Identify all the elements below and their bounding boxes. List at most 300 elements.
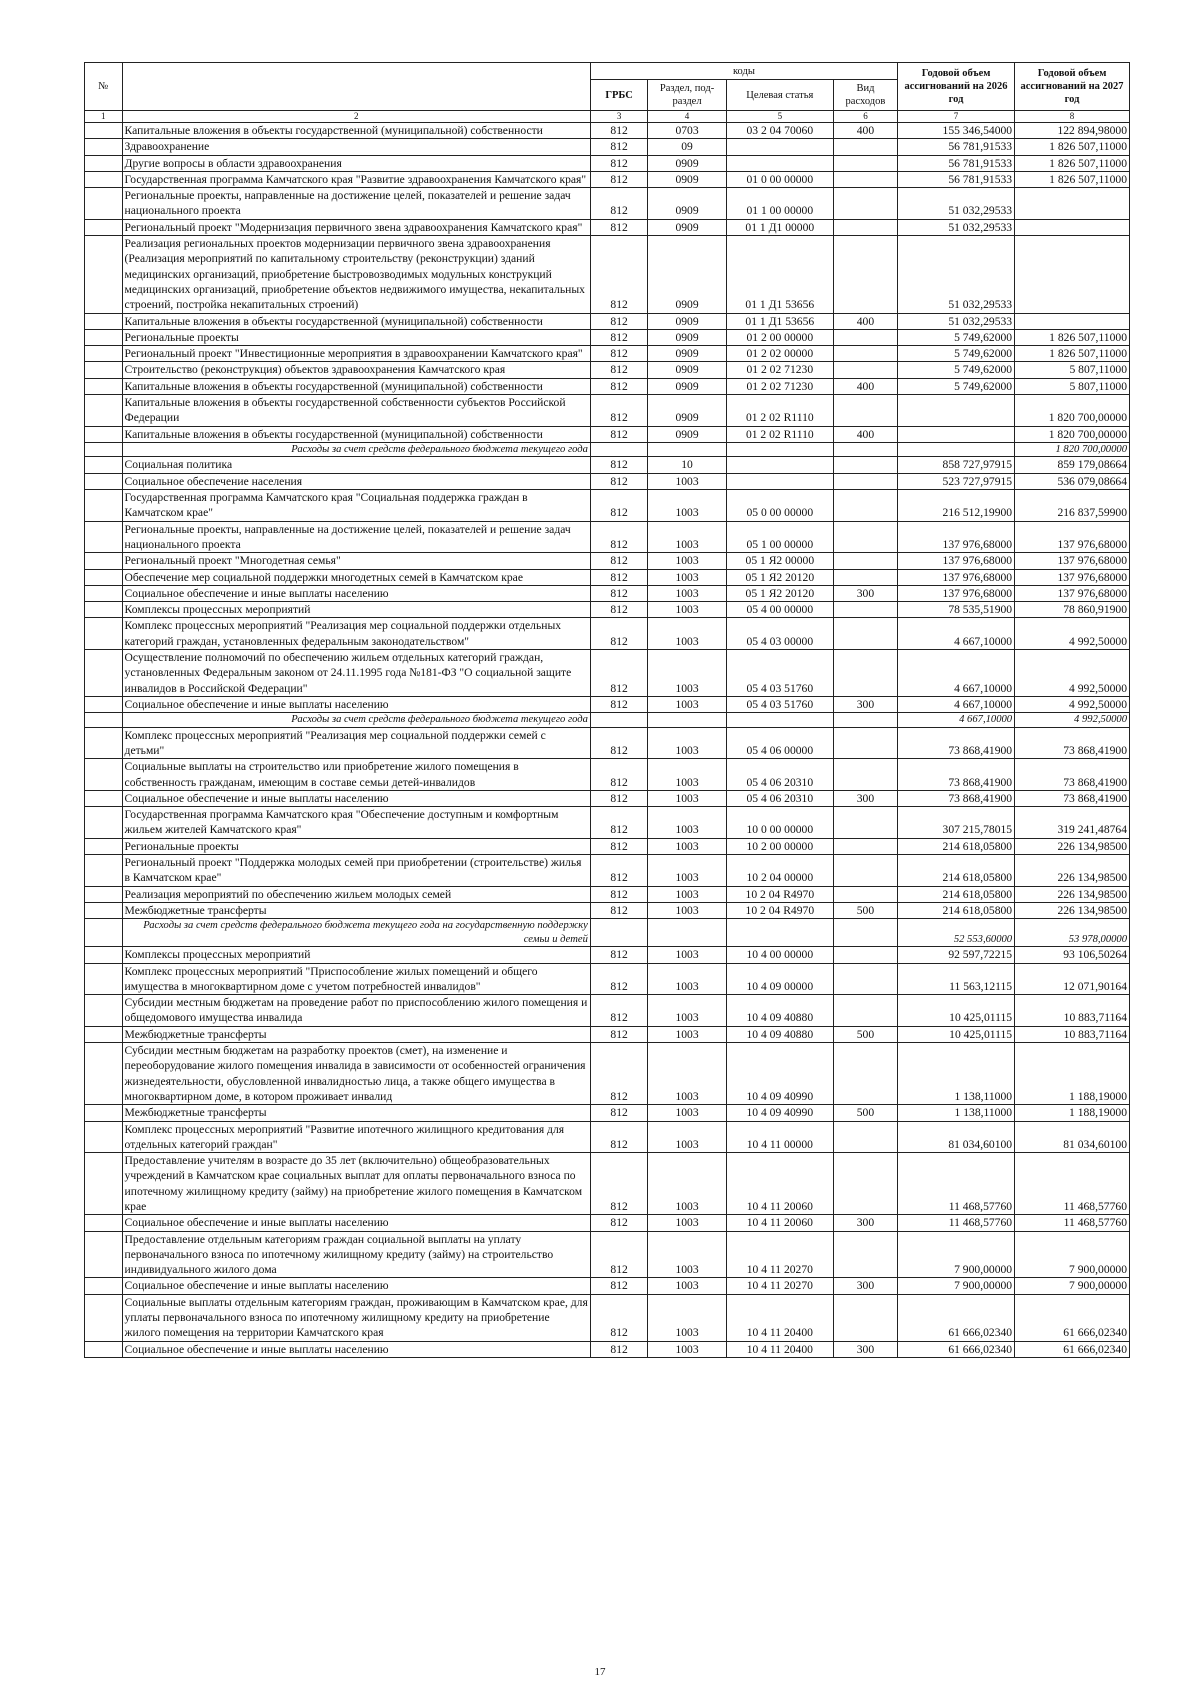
row-amount-2027: 1 826 507,11000 [1015, 346, 1130, 362]
row-amount-2026: 5 749,62000 [898, 346, 1015, 362]
row-amount-2026: 4 667,10000 [898, 713, 1015, 728]
row-grbs: 812 [590, 602, 647, 618]
row-section: 0909 [648, 426, 726, 442]
row-target: 05 4 03 00000 [726, 618, 833, 650]
row-name: Капитальные вложения в объекты государственной (муниципальной) собственности [122, 123, 590, 139]
row-exp-type [833, 569, 897, 585]
row-amount-2026 [898, 442, 1015, 457]
header-2026: Годовой объем ассигнований на 2026 год [898, 63, 1015, 111]
row-number [85, 188, 123, 220]
row-number [85, 995, 123, 1027]
row-number [85, 696, 123, 712]
table-row [85, 426, 1130, 442]
row-name: Социальные выплаты на строительство или приобретение жилого помещения в собственность гражданам, имеющим в составе семьи детей-инвалидов [122, 759, 590, 791]
row-amount-2026: 73 868,41900 [898, 790, 1015, 806]
table-row [85, 188, 1130, 220]
row-amount-2027: 81 034,60100 [1015, 1121, 1130, 1153]
row-amount-2026 [898, 426, 1015, 442]
row-grbs: 812 [590, 473, 647, 489]
row-amount-2027: 73 868,41900 [1015, 790, 1130, 806]
row-exp-type [833, 618, 897, 650]
row-exp-type [833, 727, 897, 759]
row-target: 10 4 11 00000 [726, 1121, 833, 1153]
row-name: Реализация региональных проектов модернизации первичного звена здравоохранения (Реализация мероприятий по капитальному строительству (реконструкции) зданий медицинских организаций, приобретение быстровозводимых модульных конструкций медицинских организаций, приобретение объектов недвижимого имущества, некапитальных строений, постройка некапитальных строений) [122, 236, 590, 313]
row-name: Социальное обеспечение и иные выплаты населению [122, 1215, 590, 1231]
row-amount-2027: 226 134,98500 [1015, 886, 1130, 902]
row-amount-2026: 1 138,11000 [898, 1105, 1015, 1121]
row-target: 01 2 02 71230 [726, 378, 833, 394]
row-target: 05 4 06 20310 [726, 790, 833, 806]
row-amount-2027: 7 900,00000 [1015, 1231, 1130, 1278]
row-amount-2027: 1 826 507,11000 [1015, 329, 1130, 345]
row-exp-type [833, 807, 897, 839]
row-amount-2026: 137 976,68000 [898, 585, 1015, 601]
row-grbs: 812 [590, 1026, 647, 1042]
budget-table-body [85, 123, 1130, 1358]
row-name: Региональный проект "Многодетная семья" [122, 553, 590, 569]
row-amount-2026: 51 032,29533 [898, 313, 1015, 329]
row-amount-2027: 73 868,41900 [1015, 759, 1130, 791]
row-target: 05 4 03 51760 [726, 650, 833, 697]
row-name: Социальная политика [122, 457, 590, 473]
row-exp-type [833, 713, 897, 728]
row-amount-2026: 10 425,01115 [898, 1026, 1015, 1042]
row-amount-2027: 4 992,50000 [1015, 618, 1130, 650]
row-amount-2027: 1 188,19000 [1015, 1105, 1130, 1121]
row-number [85, 618, 123, 650]
row-section: 0909 [648, 219, 726, 235]
row-exp-type: 300 [833, 696, 897, 712]
row-amount-2027: 53 978,00000 [1015, 919, 1130, 947]
row-grbs: 812 [590, 139, 647, 155]
row-grbs: 812 [590, 1231, 647, 1278]
table-row [85, 696, 1130, 712]
column-number-row [85, 111, 1130, 123]
row-exp-type [833, 155, 897, 171]
row-grbs: 812 [590, 807, 647, 839]
column-number: 4 [648, 111, 726, 123]
row-amount-2026: 56 781,91533 [898, 139, 1015, 155]
row-target [726, 442, 833, 457]
row-number [85, 155, 123, 171]
row-amount-2027: 1 188,19000 [1015, 1043, 1130, 1105]
row-grbs: 812 [590, 1121, 647, 1153]
row-name: Региональные проекты, направленные на достижение целей, показателей и решение задач национального проекта [122, 521, 590, 553]
row-grbs: 812 [590, 618, 647, 650]
row-amount-2027: 78 860,91900 [1015, 602, 1130, 618]
federal-funds-row [85, 919, 1130, 947]
row-grbs: 812 [590, 155, 647, 171]
row-target: 10 4 11 20400 [726, 1294, 833, 1341]
column-number: 5 [726, 111, 833, 123]
row-target: 05 1 Я2 20120 [726, 585, 833, 601]
row-exp-type [833, 442, 897, 457]
table-row [85, 855, 1130, 887]
row-number [85, 219, 123, 235]
row-number [85, 362, 123, 378]
row-amount-2026: 858 727,97915 [898, 457, 1015, 473]
row-grbs: 812 [590, 426, 647, 442]
row-name: Межбюджетные трансферты [122, 902, 590, 918]
row-grbs: 812 [590, 1105, 647, 1121]
table-row [85, 490, 1130, 522]
row-name: Социальное обеспечение и иные выплаты населению [122, 1278, 590, 1294]
row-exp-type: 400 [833, 123, 897, 139]
row-amount-2027: 11 468,57760 [1015, 1153, 1130, 1215]
row-name: Другие вопросы в области здравоохранения [122, 155, 590, 171]
row-amount-2026 [898, 395, 1015, 427]
row-grbs: 812 [590, 553, 647, 569]
row-amount-2026: 51 032,29533 [898, 236, 1015, 313]
row-amount-2027: 1 820 700,00000 [1015, 395, 1130, 427]
row-amount-2027: 61 666,02340 [1015, 1341, 1130, 1357]
row-target [726, 139, 833, 155]
row-amount-2026: 56 781,91533 [898, 171, 1015, 187]
row-section: 1003 [648, 521, 726, 553]
row-name: Социальное обеспечение и иные выплаты населению [122, 585, 590, 601]
row-name: Здравоохранение [122, 139, 590, 155]
row-amount-2026: 1 138,11000 [898, 1043, 1015, 1105]
row-exp-type: 300 [833, 1341, 897, 1357]
column-number: 7 [898, 111, 1015, 123]
row-amount-2027 [1015, 219, 1130, 235]
row-grbs: 812 [590, 727, 647, 759]
row-number [85, 963, 123, 995]
row-target: 10 4 09 40990 [726, 1043, 833, 1105]
row-section: 1003 [648, 855, 726, 887]
row-number [85, 807, 123, 839]
row-amount-2027: 93 106,50264 [1015, 947, 1130, 963]
table-row [85, 759, 1130, 791]
row-grbs: 812 [590, 395, 647, 427]
row-exp-type [833, 473, 897, 489]
table-row [85, 171, 1130, 187]
row-exp-type: 300 [833, 1215, 897, 1231]
row-target: 10 0 00 00000 [726, 807, 833, 839]
row-section: 1003 [648, 947, 726, 963]
row-section: 0909 [648, 236, 726, 313]
row-section: 0909 [648, 378, 726, 394]
row-target: 10 2 00 00000 [726, 838, 833, 854]
row-amount-2027: 859 179,08664 [1015, 457, 1130, 473]
row-name: Расходы за счет средств федерального бюджета текущего года на государственную поддержку семьи и детей [122, 919, 590, 947]
row-name: Расходы за счет средств федерального бюджета текущего года [122, 713, 590, 728]
row-section: 1003 [648, 1341, 726, 1357]
row-number [85, 1121, 123, 1153]
header-grbs: ГРБС [590, 80, 647, 111]
row-amount-2027: 5 807,11000 [1015, 378, 1130, 394]
row-target: 10 4 09 00000 [726, 963, 833, 995]
row-exp-type [833, 886, 897, 902]
row-target: 10 4 11 20400 [726, 1341, 833, 1357]
row-exp-type: 400 [833, 426, 897, 442]
row-amount-2027: 137 976,68000 [1015, 585, 1130, 601]
row-amount-2026: 137 976,68000 [898, 569, 1015, 585]
row-section: 1003 [648, 473, 726, 489]
page-number: 17 [594, 1666, 606, 1678]
row-grbs: 812 [590, 947, 647, 963]
row-amount-2026: 52 553,60000 [898, 919, 1015, 947]
column-number: 3 [590, 111, 647, 123]
row-amount-2026: 56 781,91533 [898, 155, 1015, 171]
row-exp-type [833, 602, 897, 618]
row-amount-2027: 61 666,02340 [1015, 1294, 1130, 1341]
row-section: 1003 [648, 569, 726, 585]
row-name: Предоставление отдельным категориям граждан социальной выплаты на уплату первоначального взноса по ипотечному жилищному кредиту (займу) на строительство индивидуального жилого дома [122, 1231, 590, 1278]
header-target: Целевая статья [726, 80, 833, 111]
row-section: 0909 [648, 346, 726, 362]
row-amount-2027: 216 837,59900 [1015, 490, 1130, 522]
table-row [85, 886, 1130, 902]
row-amount-2027: 12 071,90164 [1015, 963, 1130, 995]
row-exp-type [833, 188, 897, 220]
row-name: Реализация мероприятий по обеспечению жильем молодых семей [122, 886, 590, 902]
federal-funds-row [85, 442, 1130, 457]
row-number [85, 569, 123, 585]
row-number [85, 713, 123, 728]
row-amount-2027: 4 992,50000 [1015, 650, 1130, 697]
row-name: Комплексы процессных мероприятий [122, 602, 590, 618]
row-name: Государственная программа Камчатского края "Обеспечение доступным и комфортным жильем жителей Камчатского края" [122, 807, 590, 839]
row-name: Капитальные вложения в объекты государственной (муниципальной) собственности [122, 313, 590, 329]
row-number [85, 650, 123, 697]
row-section: 1003 [648, 490, 726, 522]
row-amount-2027: 226 134,98500 [1015, 838, 1130, 854]
table-row [85, 553, 1130, 569]
row-grbs: 812 [590, 759, 647, 791]
table-row [85, 346, 1130, 362]
row-amount-2026: 78 535,51900 [898, 602, 1015, 618]
row-number [85, 727, 123, 759]
table-row [85, 650, 1130, 697]
table-row [85, 1105, 1130, 1121]
row-exp-type [833, 1294, 897, 1341]
row-section: 1003 [648, 585, 726, 601]
row-exp-type [833, 1153, 897, 1215]
row-exp-type [833, 838, 897, 854]
table-row [85, 378, 1130, 394]
row-number [85, 139, 123, 155]
row-target: 05 1 Я2 00000 [726, 553, 833, 569]
budget-table [84, 62, 1130, 1358]
row-exp-type [833, 1231, 897, 1278]
row-exp-type: 500 [833, 1026, 897, 1042]
row-grbs: 812 [590, 329, 647, 345]
row-section: 0909 [648, 313, 726, 329]
row-name: Государственная программа Камчатского края "Социальная поддержка граждан в Камчатском крае" [122, 490, 590, 522]
table-row [85, 219, 1130, 235]
header-codes: коды [590, 63, 897, 80]
row-number [85, 473, 123, 489]
row-amount-2027: 137 976,68000 [1015, 521, 1130, 553]
row-target: 05 4 03 51760 [726, 696, 833, 712]
row-amount-2027: 1 826 507,11000 [1015, 171, 1130, 187]
row-grbs: 812 [590, 838, 647, 854]
row-grbs: 812 [590, 521, 647, 553]
row-target: 05 4 00 00000 [726, 602, 833, 618]
row-name: Осуществление полномочий по обеспечению жильем отдельных категорий граждан, установленных Федеральным законом от 24.11.1995 года №181-ФЗ "О социальной защите инвалидов в Российской Федерации" [122, 650, 590, 697]
table-row [85, 569, 1130, 585]
row-exp-type: 400 [833, 378, 897, 394]
table-row [85, 395, 1130, 427]
row-exp-type [833, 947, 897, 963]
row-section: 0909 [648, 395, 726, 427]
row-name: Комплекс процессных мероприятий "Реализация мер социальной поддержки отдельных категорий граждан, установленных федеральным законодательством" [122, 618, 590, 650]
row-section: 1003 [648, 838, 726, 854]
row-amount-2026: 5 749,62000 [898, 329, 1015, 345]
row-name: Социальные выплаты отдельным категориям граждан, проживающим в Камчатском крае, для уплаты первоначального взноса по ипотечному жилищному кредиту на приобретение жилого помещения на территории Камчатского края [122, 1294, 590, 1341]
row-grbs: 812 [590, 696, 647, 712]
row-section: 09 [648, 139, 726, 155]
row-grbs: 812 [590, 963, 647, 995]
row-amount-2027: 1 820 700,00000 [1015, 426, 1130, 442]
row-number [85, 886, 123, 902]
row-grbs: 812 [590, 123, 647, 139]
row-name: Обеспечение мер социальной поддержки многодетных семей в Камчатском крае [122, 569, 590, 585]
row-section: 0909 [648, 329, 726, 345]
column-number: 6 [833, 111, 897, 123]
row-amount-2027: 1 820 700,00000 [1015, 442, 1130, 457]
row-exp-type: 500 [833, 1105, 897, 1121]
row-amount-2026: 5 749,62000 [898, 378, 1015, 394]
row-section: 0703 [648, 123, 726, 139]
row-amount-2026: 137 976,68000 [898, 553, 1015, 569]
row-grbs: 812 [590, 886, 647, 902]
row-amount-2026: 7 900,00000 [898, 1231, 1015, 1278]
row-name: Социальное обеспечение и иные выплаты населению [122, 790, 590, 806]
row-exp-type [833, 553, 897, 569]
row-exp-type [833, 490, 897, 522]
row-amount-2027: 73 868,41900 [1015, 727, 1130, 759]
row-amount-2027 [1015, 188, 1130, 220]
table-row [85, 1043, 1130, 1105]
row-amount-2026: 73 868,41900 [898, 759, 1015, 791]
row-section [648, 919, 726, 947]
row-name: Межбюджетные трансферты [122, 1105, 590, 1121]
table-row [85, 963, 1130, 995]
row-target [726, 713, 833, 728]
row-name: Комплексы процессных мероприятий [122, 947, 590, 963]
row-exp-type [833, 171, 897, 187]
row-amount-2026: 4 667,10000 [898, 696, 1015, 712]
row-number [85, 602, 123, 618]
row-number [85, 585, 123, 601]
row-grbs: 812 [590, 236, 647, 313]
row-grbs: 812 [590, 1341, 647, 1357]
table-row [85, 995, 1130, 1027]
row-section: 1003 [648, 807, 726, 839]
row-section: 1003 [648, 886, 726, 902]
row-amount-2027: 137 976,68000 [1015, 569, 1130, 585]
row-name: Региональный проект "Поддержка молодых семей при приобретении (строительстве) жилья в Камчатском крае" [122, 855, 590, 887]
row-section: 1003 [648, 1105, 726, 1121]
row-number [85, 1043, 123, 1105]
row-section: 0909 [648, 362, 726, 378]
row-amount-2027 [1015, 313, 1130, 329]
table-row [85, 790, 1130, 806]
row-number [85, 236, 123, 313]
row-amount-2026: 214 618,05800 [898, 838, 1015, 854]
row-amount-2027: 226 134,98500 [1015, 855, 1130, 887]
row-target: 10 4 00 00000 [726, 947, 833, 963]
row-grbs: 812 [590, 995, 647, 1027]
row-section: 1003 [648, 727, 726, 759]
row-name: Субсидии местным бюджетам на проведение работ по приспособлению жилого помещения и общедомового имущества инвалида [122, 995, 590, 1027]
row-section: 1003 [648, 963, 726, 995]
row-section: 10 [648, 457, 726, 473]
row-target [726, 473, 833, 489]
row-amount-2027: 7 900,00000 [1015, 1278, 1130, 1294]
row-amount-2026: 73 868,41900 [898, 727, 1015, 759]
row-amount-2027: 10 883,71164 [1015, 995, 1130, 1027]
row-grbs: 812 [590, 219, 647, 235]
row-target: 05 4 06 20310 [726, 759, 833, 791]
row-section: 1003 [648, 1278, 726, 1294]
row-amount-2026: 11 563,12115 [898, 963, 1015, 995]
row-number [85, 838, 123, 854]
federal-funds-row [85, 713, 1130, 728]
row-grbs: 812 [590, 1215, 647, 1231]
row-number [85, 426, 123, 442]
row-amount-2026: 523 727,97915 [898, 473, 1015, 489]
row-name: Комплекс процессных мероприятий "Приспособление жилых помещений и общего имущества в многоквартирном доме с учетом потребностей инвалидов" [122, 963, 590, 995]
row-target: 10 4 09 40880 [726, 995, 833, 1027]
row-number [85, 1278, 123, 1294]
row-number [85, 759, 123, 791]
budget-table-sheet [84, 62, 1130, 1358]
row-grbs: 812 [590, 569, 647, 585]
row-amount-2026: 51 032,29533 [898, 219, 1015, 235]
header-exp-type: Вид расходов [833, 80, 897, 111]
row-section: 1003 [648, 618, 726, 650]
row-name: Капитальные вложения в объекты государственной собственности субъектов Российской Федерации [122, 395, 590, 427]
row-section: 1003 [648, 696, 726, 712]
table-row [85, 618, 1130, 650]
table-row [85, 1215, 1130, 1231]
row-name: Региональный проект "Модернизация первичного звена здравоохранения Камчатского края" [122, 219, 590, 235]
row-amount-2026: 5 749,62000 [898, 362, 1015, 378]
table-row [85, 1153, 1130, 1215]
table-row [85, 236, 1130, 313]
row-name: Межбюджетные трансферты [122, 1026, 590, 1042]
row-exp-type [833, 759, 897, 791]
row-grbs: 812 [590, 585, 647, 601]
row-target: 10 2 04 00000 [726, 855, 833, 887]
row-amount-2026: 81 034,60100 [898, 1121, 1015, 1153]
row-target: 10 4 11 20270 [726, 1278, 833, 1294]
row-grbs: 812 [590, 650, 647, 697]
row-number [85, 442, 123, 457]
row-target: 05 0 00 00000 [726, 490, 833, 522]
table-row [85, 1278, 1130, 1294]
row-grbs: 812 [590, 902, 647, 918]
row-name: Социальное обеспечение и иные выплаты населению [122, 1341, 590, 1357]
row-name: Предоставление учителям в возрасте до 35 лет (включительно) общеобразовательных учреждений в Камчатском крае социальных выплат для оплаты первоначального взноса по ипотечному жилищному кредиту (займу) на приобретение жилого помещения в Камчатском крае [122, 1153, 590, 1215]
row-amount-2027: 226 134,98500 [1015, 902, 1130, 918]
table-row [85, 457, 1130, 473]
row-exp-type [833, 995, 897, 1027]
row-exp-type [833, 329, 897, 345]
column-number: 2 [122, 111, 590, 123]
row-section: 0909 [648, 171, 726, 187]
row-name: Социальное обеспечение и иные выплаты населению [122, 696, 590, 712]
row-amount-2026: 11 468,57760 [898, 1215, 1015, 1231]
row-number [85, 855, 123, 887]
row-number [85, 1341, 123, 1357]
row-amount-2026: 214 618,05800 [898, 886, 1015, 902]
row-exp-type [833, 521, 897, 553]
row-exp-type [833, 346, 897, 362]
